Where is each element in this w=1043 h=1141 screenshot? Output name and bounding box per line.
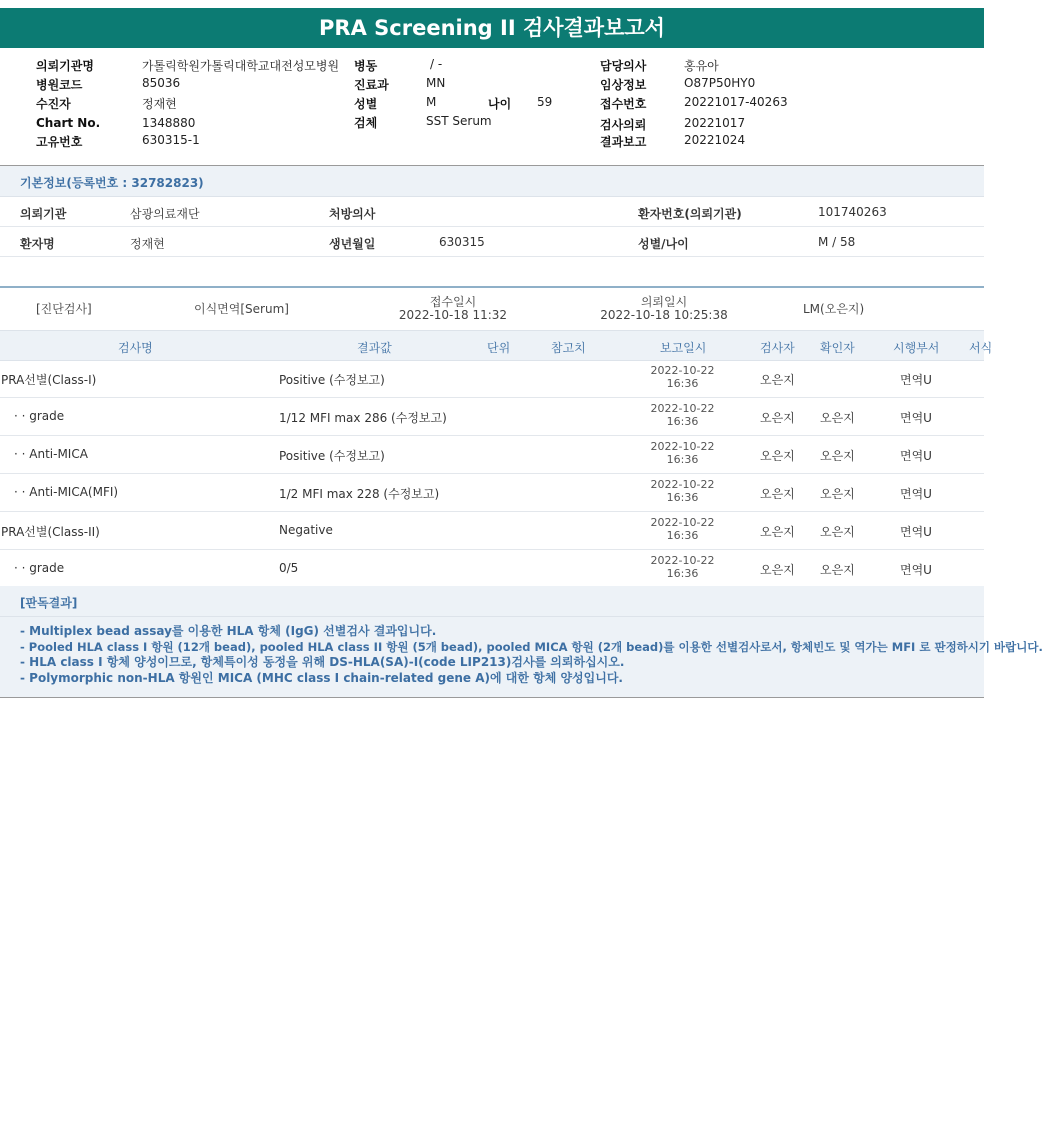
cell-confirmer: 오은지: [820, 563, 855, 577]
requested-label: 의뢰일시: [640, 295, 688, 309]
cell-report-date: 2022-10-22: [650, 402, 715, 415]
cell-report-time: 16:36: [666, 491, 699, 504]
cell-confirmer: 오은지: [820, 525, 855, 539]
interpretation-text: [20, 624, 1043, 686]
table-row: [0, 512, 984, 550]
interpretation-line: - Polymorphic non-HLA 항원인 MICA (MHC class I chain-related gene A)에 대한 항체 양성입니다.: [20, 670, 623, 685]
cell-tester: 오은지: [760, 525, 795, 539]
value-clinical-info: O87P50HY0: [684, 76, 756, 90]
col-header-unit: 단위: [487, 341, 511, 355]
cell-confirmer: 오은지: [820, 487, 855, 501]
cell-test-name: PRA선별(Class-II): [1, 525, 100, 539]
value-hospital-code: 85036: [142, 76, 181, 90]
label-request-date: 검사의뢰: [600, 118, 647, 132]
table-row: [0, 398, 984, 436]
basic-info-section: [0, 166, 984, 257]
table-row: [0, 360, 984, 398]
cell-report-date: 2022-10-22: [650, 364, 715, 377]
basic-label-patient-no: 환자번호(의뢰기관): [638, 207, 742, 221]
cell-test-name: · · grade: [14, 561, 65, 575]
cell-tester: 오은지: [760, 449, 795, 463]
value-unique-no: 630315-1: [142, 133, 200, 147]
value-age: 59: [537, 95, 553, 109]
table-row: [0, 436, 984, 474]
value-requesting-institution: 가톨릭학원가톨릭대학교대전성모병원: [142, 59, 340, 73]
cell-test-name: · · Anti-MICA(MFI): [14, 485, 119, 499]
interpretation-line: - HLA class I 항체 양성이므로, 항체특이성 동정을 위해 DS-HLA(SA)-I(code LIP213)검사를 의뢰하십시오.: [20, 655, 625, 669]
label-age: 나이: [488, 97, 512, 111]
cell-report-date: 2022-10-22: [650, 440, 715, 453]
label-patient: 수진자: [36, 97, 71, 111]
value-accession-no: 20221017-40263: [684, 95, 788, 109]
cell-report-time: 16:36: [666, 415, 699, 428]
basic-info-title: 기본정보(등록번호 : 32782823): [20, 176, 204, 190]
basic-label-institution: 의뢰기관: [20, 207, 67, 221]
cell-tester: 오은지: [760, 411, 795, 425]
basic-label-patient-name: 환자명: [20, 237, 55, 251]
value-department: MN: [426, 76, 446, 90]
cell-tester: 오은지: [760, 373, 795, 387]
cell-report-datetime: [640, 554, 725, 580]
cell-department: 면역U: [900, 563, 932, 577]
cell-test-name: · · grade: [14, 409, 65, 423]
interpretation-section: [0, 586, 1043, 697]
value-report-date: 20221024: [684, 133, 746, 147]
cell-department: 면역U: [900, 411, 932, 425]
basic-label-sex-age: 성별/나이: [638, 237, 689, 251]
col-header-tester: 검사자: [760, 341, 795, 355]
value-ward: / -: [430, 57, 443, 71]
report-header: [0, 48, 984, 165]
cell-report-time: 16:36: [666, 529, 699, 542]
cell-report-time: 16:36: [666, 567, 699, 580]
cell-confirmer: 오은지: [820, 411, 855, 425]
exam-info-row: [0, 288, 984, 329]
basic-value-birthdate: 630315: [439, 235, 485, 249]
exam-specimen: 이식면역[Serum]: [194, 302, 289, 316]
cell-report-time: 16:36: [666, 377, 699, 390]
cell-test-name: · · Anti-MICA: [14, 447, 88, 461]
label-chart-no: Chart No.: [36, 116, 101, 130]
col-header-reference: 참고치: [551, 341, 586, 355]
requested-datetime: 2022-10-18 10:25:38: [600, 308, 728, 322]
label-sex: 성별: [354, 97, 378, 111]
col-header-confirmer: 확인자: [820, 341, 855, 355]
exam-category: [진단검사]: [36, 302, 92, 316]
received-label: 접수일시: [429, 295, 477, 309]
value-patient: 정재현: [142, 97, 177, 111]
label-report-date: 결과보고: [600, 135, 647, 149]
cell-test-name: PRA선별(Class-I): [1, 373, 97, 387]
results-table-body: [0, 360, 984, 588]
col-header-test-name: 검사명: [118, 341, 153, 355]
cell-tester: 오은지: [760, 487, 795, 501]
basic-value-sex-age: M / 58: [818, 235, 856, 249]
basic-value-patient-name: 정재현: [130, 237, 165, 251]
cell-result: Negative: [279, 523, 333, 537]
label-specimen: 검체: [354, 116, 378, 130]
interpretation-line: - Multiplex bead assay를 이용한 HLA 항체 (IgG) 선별검사 결과입니다.: [20, 624, 437, 638]
label-unique-no: 고유번호: [36, 135, 83, 149]
value-specimen: SST Serum: [426, 114, 492, 128]
received-datetime: 2022-10-18 11:32: [398, 308, 508, 322]
cell-result: Positive (수정보고): [279, 449, 385, 463]
table-row: [0, 550, 984, 588]
basic-info-title-bar: [0, 166, 984, 197]
basic-value-institution: 삼광의료재단: [130, 207, 200, 221]
col-header-report-datetime: 보고일시: [660, 341, 707, 355]
value-request-date: 20221017: [684, 116, 746, 130]
cell-report-datetime: [640, 516, 725, 542]
cell-report-datetime: [640, 364, 725, 390]
footer-divider: [0, 697, 984, 698]
cell-report-date: 2022-10-22: [650, 516, 715, 529]
cell-tester: 오은지: [760, 563, 795, 577]
cell-report-datetime: [640, 402, 725, 428]
col-header-form: 서식: [969, 341, 993, 355]
cell-department: 면역U: [900, 525, 932, 539]
label-hospital-code: 병원코드: [36, 78, 83, 92]
cell-result: 0/5: [279, 561, 299, 575]
table-row: [0, 474, 984, 512]
cell-report-date: 2022-10-22: [650, 478, 715, 491]
value-attending-doctor: 홍유아: [684, 59, 719, 73]
cell-department: 면역U: [900, 449, 932, 463]
report-title: PRA Screening II 검사결과보고서: [0, 8, 984, 48]
basic-info-row: [0, 197, 984, 227]
label-attending-doctor: 담당의사: [600, 59, 647, 73]
col-header-department: 시행부서: [893, 341, 940, 355]
requester: LM(오은지): [803, 302, 865, 316]
cell-report-datetime: [640, 478, 725, 504]
label-requesting-institution: 의뢰기관명: [36, 59, 94, 73]
basic-info-row: [0, 227, 984, 257]
label-accession-no: 접수번호: [600, 97, 647, 111]
cell-result: 1/2 MFI max 228 (수정보고): [279, 487, 440, 501]
label-clinical-info: 임상정보: [600, 78, 647, 92]
cell-department: 면역U: [900, 373, 932, 387]
cell-result: Positive (수정보고): [279, 373, 385, 387]
cell-confirmer: 오은지: [820, 449, 855, 463]
cell-report-datetime: [640, 440, 725, 466]
label-department: 진료과: [354, 78, 389, 92]
interpretation-title: [판독결과]: [20, 596, 78, 610]
basic-label-prescriber: 처방의사: [329, 207, 376, 221]
results-table-header: [0, 330, 993, 361]
cell-result: 1/12 MFI max 286 (수정보고): [279, 411, 447, 425]
cell-department: 면역U: [900, 487, 932, 501]
cell-report-date: 2022-10-22: [650, 554, 715, 567]
basic-value-patient-no: 101740263: [818, 205, 887, 219]
label-ward: 병동: [354, 59, 378, 73]
col-header-result: 결과값: [357, 341, 392, 355]
basic-label-birthdate: 생년월일: [329, 237, 376, 251]
interpretation-title-bar: [0, 586, 984, 617]
interpretation-line: - Pooled HLA class I 항원 (12개 bead), pooled HLA class II 항원 (5개 bead), pooled MICA 항원 (2개 bead)를 이용한 선별검사로서, 항체빈도 및 역가는 MFI 로 판정하시기 바랍니다.: [20, 639, 1043, 654]
value-sex: M: [426, 95, 437, 109]
value-chart-no: 1348880: [142, 116, 196, 130]
cell-report-time: 16:36: [666, 453, 699, 466]
